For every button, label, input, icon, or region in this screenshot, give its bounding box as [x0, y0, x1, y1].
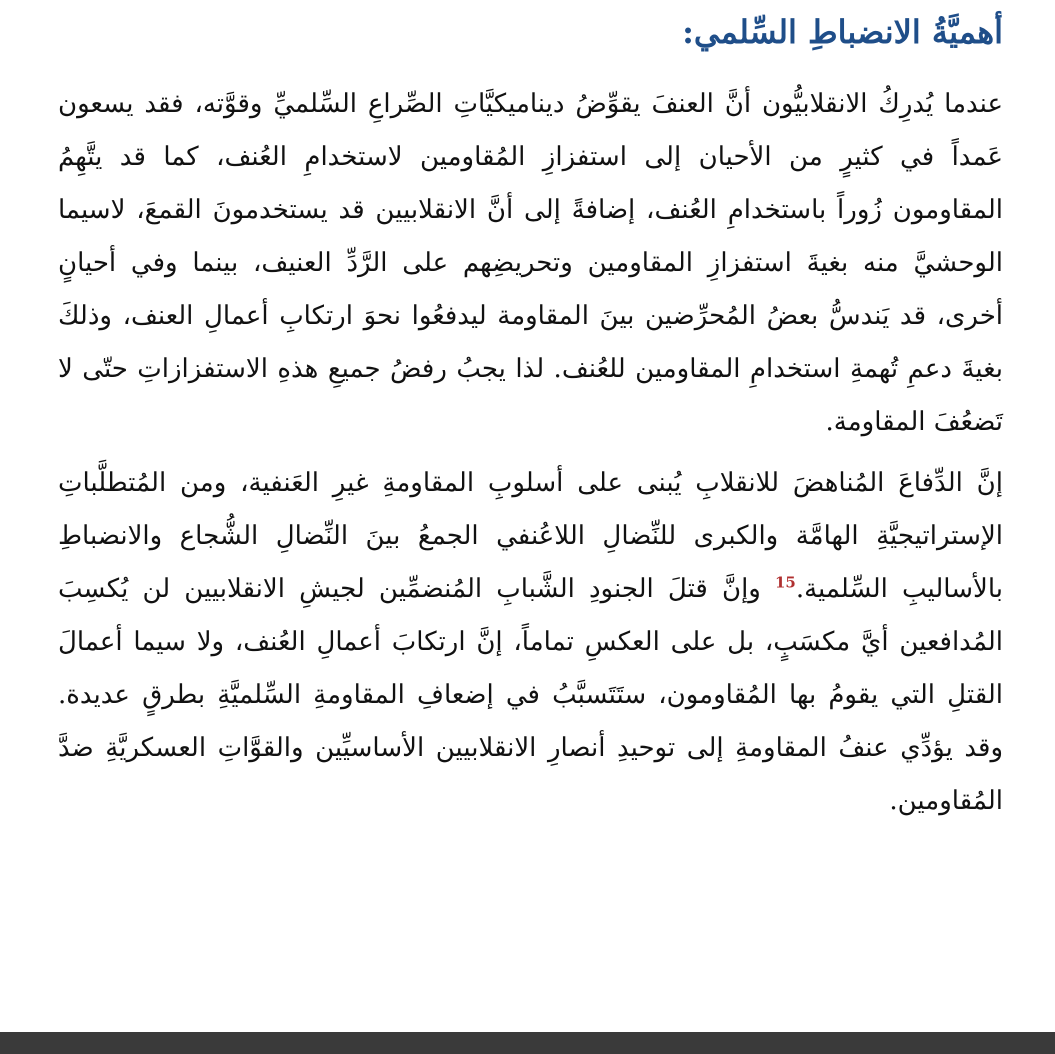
paragraph-2-part-1: إنَّ الدِّفاعَ المُناهضَ للانقلابِ يُبنى على أسلوبِ المقاومةِ غيرِ العَنفية، ومن المُتطلَّباتِ الإستراتيجيَّةِ الهامَّة والكبرى للنِّضالِ اللاعُنفي الجمعُ بينَ النِّضالِ الشُّجاع والانضباطِ بالأساليبِ السِّلمية. — [58, 468, 1003, 604]
paragraph-2 — [58, 457, 1003, 828]
paragraph-2-part-2: وإنَّ قتلَ الجنودِ الشَّبابِ المُنضمِّين لجيشِ الانقلابيين لن يُكسِبَ المُدافعين أيَّ مكسَبٍ، بل على العكسِ تماماً، إنَّ ارتكابَ أعمالِ العُنف، ولا سيما أعمالَ القتلِ التي يقومُ بها المُقاومون، ستَتَسبَّبُ في إضعافِ المقاومةِ السِّلميَّةِ بطرقٍ عديدة. وقد يؤدِّي عنفُ المقاومةِ إلى توحيدِ أنصارِ الانقلابيين الأساسيِّين والقوَّاتِ العسكريَّةِ ضدَّ المُقاومين. — [58, 574, 1003, 816]
footnote-marker[interactable]: 15 — [774, 573, 796, 592]
paragraph-1: عندما يُدرِكُ الانقلابيُّون أنَّ العنفَ يقوِّضُ ديناميكيَّاتِ الصِّراعِ السِّلميِّ وقوَّته، فقد يسعون عَمداً في كثيرٍ من الأحيان إلى استفزازِ المُقاومين لاستخدامِ العُنف، كما قد يتَّهِمُ المقاومون زُوراً باستخدامِ العُنف، إضافةً إلى أنَّ الانقلابيين قد يستخدمونَ القمعَ، لاسيما الوحشيَّ منه بغيةَ استفزازِ المقاومين وتحريضِهم على الرَّدِّ العنيف، بينما وفي أحيانٍ أخرى، قد يَندسُّ بعضُ المُحرِّضين بينَ المقاومة ليدفعُوا نحوَ ارتكابِ أعمالِ العنف، وذلكَ بغيةَ دعمِ تُهمةِ استخدامِ المقاومين للعُنف. لذا يجبُ رفضُ جميعِ هذهِ الاستفزازاتِ حتّى لا تَضعُفَ المقاومة. — [58, 89, 1003, 437]
section-heading: أهميَّةُ الانضباطِ السِّلمي: — [682, 13, 1003, 51]
bottom-bar — [0, 1032, 1055, 1054]
